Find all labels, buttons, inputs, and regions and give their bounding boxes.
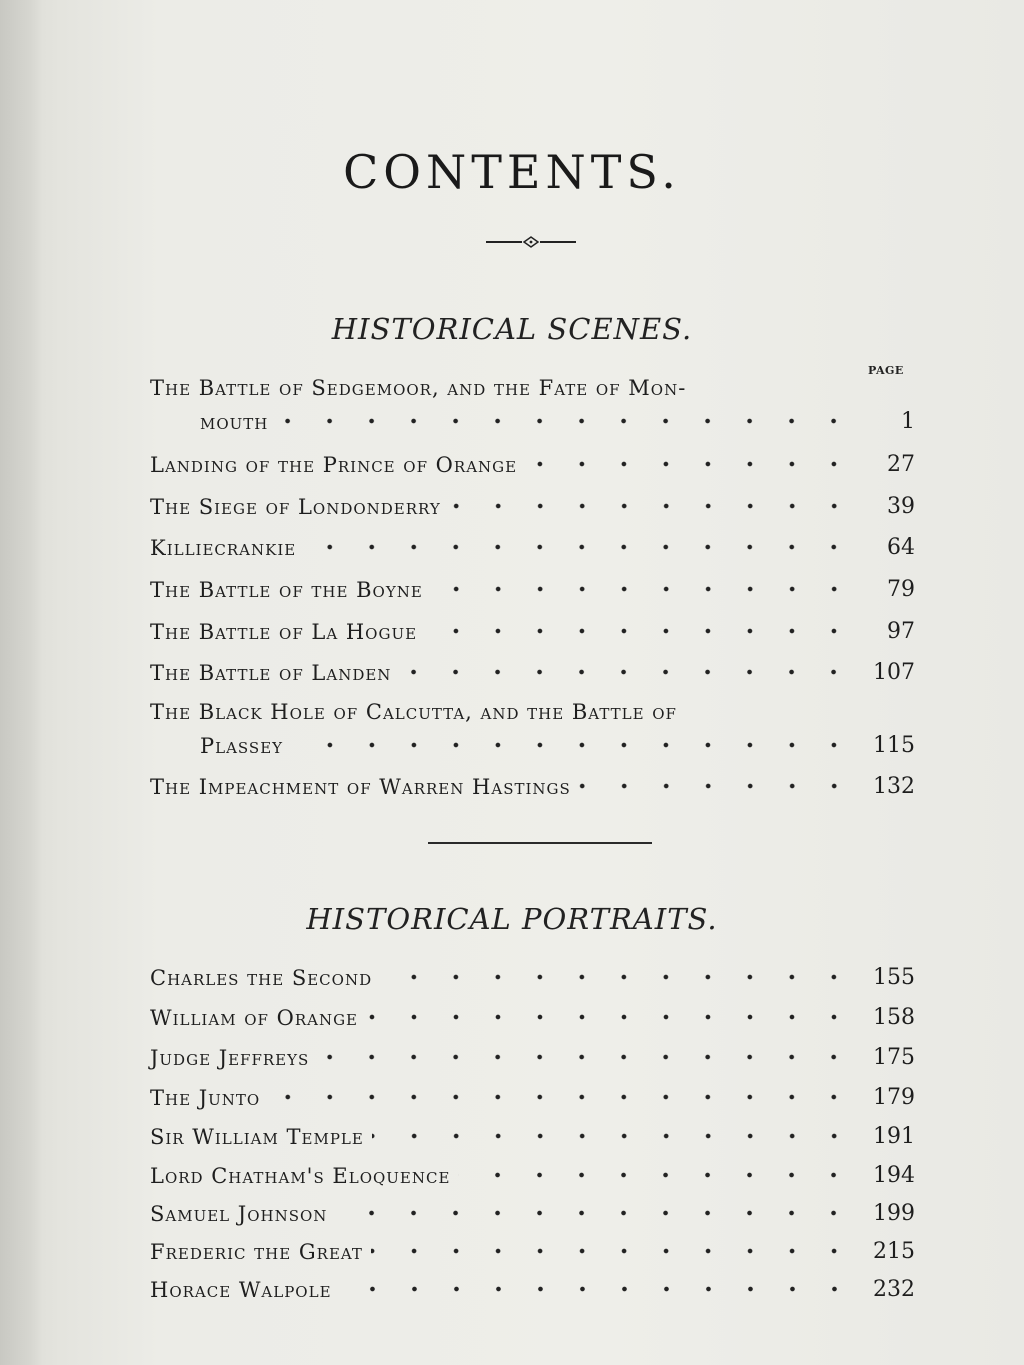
toc-entry — [150, 956, 915, 990]
toc-entry — [150, 651, 915, 685]
dot-leader — [431, 578, 855, 600]
toc-entry-title: Charles the Second — [150, 966, 373, 990]
toc-page-number: 79 — [887, 577, 915, 602]
dot-leader — [399, 661, 855, 683]
toc-entry-title: Horace Walpole — [150, 1278, 332, 1302]
toc-entry-line — [150, 366, 915, 400]
toc-page-number: 158 — [873, 1005, 915, 1030]
toc-page-number: 194 — [873, 1163, 915, 1188]
toc-entry-title: The Siege of Londonderry — [150, 495, 441, 519]
toc-entry-title: mouth — [200, 410, 269, 434]
toc-page-number: 232 — [873, 1277, 915, 1302]
dot-leader — [276, 410, 855, 432]
toc-entry — [200, 724, 915, 758]
toc-entry — [150, 1192, 915, 1226]
toc-entry — [150, 996, 915, 1030]
dot-leader — [525, 453, 855, 475]
toc-page-number: 107 — [873, 660, 915, 685]
ornament-divider — [486, 234, 576, 250]
toc-entry-title: Frederic the Great — [150, 1240, 363, 1264]
toc-entry — [150, 1268, 915, 1302]
toc-entry-line — [150, 690, 915, 724]
toc-entry — [150, 443, 915, 477]
toc-entry-title: William of Orange — [150, 1006, 359, 1030]
toc-entry — [150, 526, 915, 560]
toc-entry — [150, 1115, 915, 1149]
dot-leader — [317, 1046, 855, 1068]
toc-entry-title: Plassey — [200, 734, 284, 758]
toc-page-number: 64 — [887, 535, 915, 560]
toc-page-number: 115 — [873, 733, 915, 758]
toc-entry-title: The Junto — [150, 1086, 261, 1110]
toc-page-number: 97 — [887, 619, 915, 644]
toc-entry-title: Sir William Temple — [150, 1125, 364, 1149]
toc-entry — [150, 1154, 915, 1188]
toc-entry — [150, 568, 915, 602]
dot-leader — [458, 1164, 855, 1186]
page-gutter-shadow — [0, 0, 42, 1365]
toc-entry — [200, 400, 915, 434]
dot-leader — [366, 1006, 855, 1028]
toc-page-number: 215 — [873, 1239, 915, 1264]
dot-leader — [304, 536, 855, 558]
dot-leader — [268, 1086, 855, 1108]
toc-entry-title: The Battle of Sedgemoor, and the Fate of Mon- — [150, 376, 687, 400]
dot-leader — [579, 775, 855, 797]
toc-page-number: 39 — [887, 494, 915, 519]
dot-leader — [371, 1240, 855, 1262]
dot-leader — [425, 620, 855, 642]
page-title: CONTENTS. — [343, 145, 681, 199]
toc-page-number: 199 — [873, 1201, 915, 1226]
toc-entry — [150, 1036, 915, 1070]
toc-entry-title: The Battle of Landen — [150, 661, 392, 685]
dot-leader — [335, 1202, 855, 1224]
dot-leader — [291, 734, 855, 756]
toc-entry-title: Lord Chatham's Eloquence — [150, 1164, 451, 1188]
toc-entry-title: Landing of the Prince of Orange — [150, 453, 518, 477]
page-column-label: PAGE — [868, 364, 904, 377]
toc-page-number: 1 — [901, 409, 915, 434]
toc-entry-title: The Battle of the Boyne — [150, 578, 423, 602]
toc-page-number: 179 — [873, 1085, 915, 1110]
toc-entry-title: The Battle of La Hogue — [150, 620, 418, 644]
toc-page-number: 155 — [873, 965, 915, 990]
toc-entry — [150, 1076, 915, 1110]
toc-entry — [150, 485, 915, 519]
toc-entry-title: Samuel Johnson — [150, 1202, 328, 1226]
toc-entry — [150, 610, 915, 644]
toc-entry — [150, 1230, 915, 1264]
toc-page-number: 132 — [873, 774, 915, 799]
toc-entry-title: Killiecrankie — [150, 536, 297, 560]
toc-page-number: 27 — [887, 452, 915, 477]
toc-entry-title: The Black Hole of Calcutta, and the Battle of — [150, 700, 677, 724]
dot-leader — [372, 1125, 855, 1147]
toc-entry-title: The Impeachment of Warren Hastings — [150, 775, 571, 799]
toc-page-number: 175 — [873, 1045, 915, 1070]
toc-page-number: 191 — [873, 1124, 915, 1149]
section-heading-scenes: HISTORICAL SCENES. — [331, 312, 693, 346]
section-heading-portraits: HISTORICAL PORTRAITS. — [306, 902, 718, 936]
dot-leader — [340, 1278, 855, 1300]
dot-leader — [449, 495, 855, 517]
toc-entry-title: Judge Jeffreys — [150, 1046, 310, 1070]
dot-leader — [380, 966, 855, 988]
toc-entry — [150, 765, 915, 799]
section-divider-rule — [428, 842, 652, 844]
